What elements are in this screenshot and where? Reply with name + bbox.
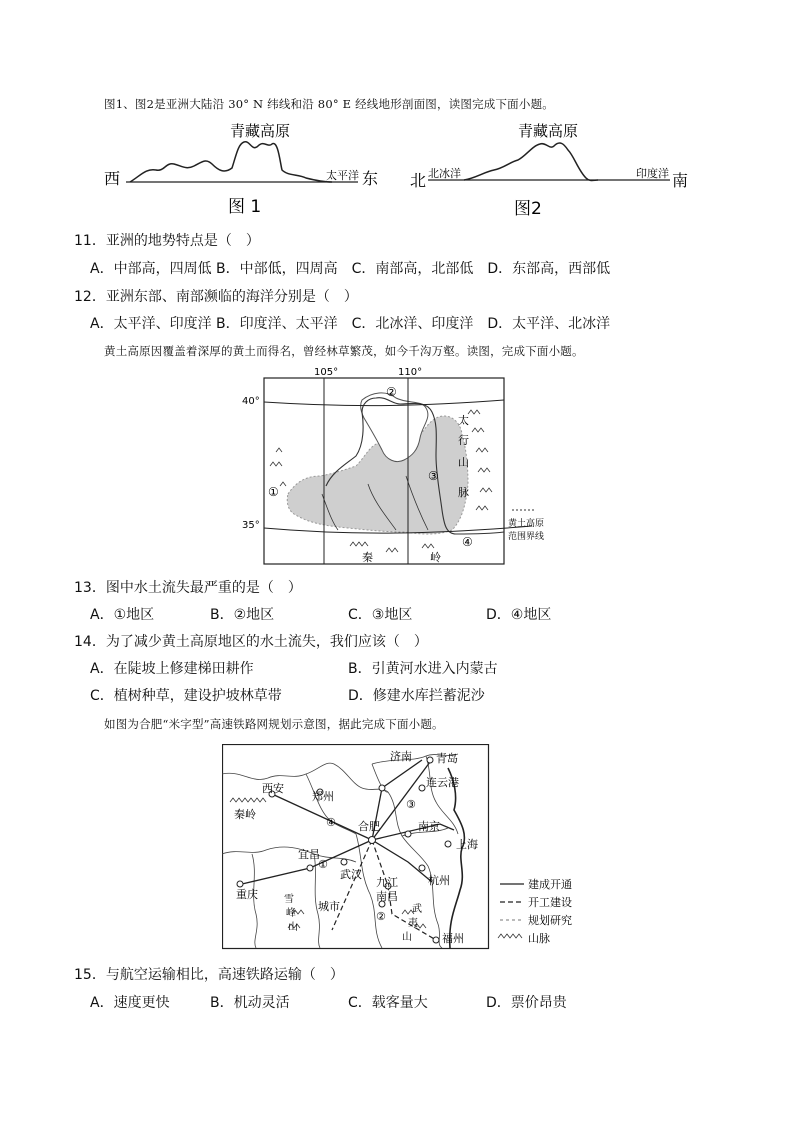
map1-region-3: ③: [428, 469, 439, 483]
question-15-option-b[interactable]: B．机动灵活: [210, 995, 290, 1011]
map2-city-label: 城市: [318, 900, 340, 913]
map2-city-yichang: 宜昌: [298, 848, 320, 861]
map1-lat35: 35°: [242, 520, 260, 531]
map2-city-shanghai: 上海: [456, 838, 478, 851]
question-13-option-d[interactable]: D．④地区: [486, 607, 552, 623]
map2-wuyi-3: 山: [402, 932, 412, 943]
question-15-option-d[interactable]: D．票价昂贵: [486, 995, 567, 1011]
legend-built: 建成开通: [528, 878, 572, 891]
map1-lon110: 110°: [398, 367, 423, 378]
map1-qinling-2: 岭: [430, 551, 441, 564]
map2-city-nanjing: 南京: [418, 820, 440, 833]
map2-num-1: ①: [318, 858, 328, 871]
fig2-north-label: 北: [410, 171, 427, 190]
map2-num-3: ③: [406, 798, 416, 811]
question-13-stem: 13．图中水土流失最严重的是（ ）: [74, 580, 302, 596]
profile-figure-1: [100, 116, 390, 220]
map2-city-fuzhou: 福州: [442, 932, 464, 945]
question-11-options[interactable]: A．中部高，四周低 B．中部低，四周高 C．南部高，北部低 D．东部高，西部低: [90, 261, 611, 277]
fig1-ocean-label: 太平洋: [326, 169, 359, 182]
question-15-option-c[interactable]: C．载客量大: [348, 995, 428, 1011]
legend-mountain: 山脉: [528, 932, 550, 945]
map2-city-hefei: 合肥: [358, 820, 380, 833]
fig2-ocean-s-label: 印度洋: [636, 167, 669, 180]
map2-xuefeng-3: 山: [288, 922, 298, 933]
map1-legend-1: 黄土高原: [508, 519, 545, 529]
fig2-ocean-n-label: 北冰洋: [428, 167, 461, 180]
question-14-stem: 14．为了减少黄土高原地区的水土流失，我们应该（ ）: [74, 634, 428, 650]
map2-wuyi-2: 夷: [408, 918, 418, 929]
map1-taihang-2: 行: [458, 434, 469, 447]
map2-city-wuhan: 武汉: [340, 868, 362, 881]
map2-xuefeng-2: 峰: [286, 908, 296, 919]
fig2-caption: 图2: [514, 199, 542, 219]
question-12-options[interactable]: A．太平洋、印度洋 B．印度洋、太平洋 C．北冰洋、印度洋 D．太平洋、北冰洋: [90, 316, 611, 332]
map1-legend-2: 范围界线: [508, 532, 545, 542]
map1-taihang-1: 太: [458, 414, 469, 427]
map2-city-jinan: 济南: [390, 750, 412, 763]
intro-text-2: 黄土高原因覆盖着深厚的黄土而得名，曾经林草繁茂，如今千沟万壑。读图，完成下面小题。: [104, 344, 584, 358]
fig1-peak-label: 青藏高原: [230, 122, 291, 140]
intro-text-3: 如图为合肥“米字型”高速铁路网规划示意图，据此完成下面小题。: [104, 717, 444, 731]
map1-taihang-3: 山: [458, 456, 469, 469]
question-11-stem: 11．亚洲的地势特点是（ ）: [74, 233, 260, 249]
map1-region-1: ①: [268, 485, 279, 499]
map2-city-jiujiang: 九江: [376, 876, 398, 889]
question-15-stem: 15．与航空运输相比，高速铁路运输（ ）: [74, 967, 344, 983]
rail-network-map: [222, 744, 592, 952]
question-14-option-a[interactable]: A．在陡坡上修建梯田耕作: [90, 661, 254, 677]
fig2-south-label: 南: [672, 171, 689, 190]
map2-num-4: ④: [326, 816, 336, 829]
map2-city-xian: 西安: [262, 782, 284, 795]
map2-city-chongqing: 重庆: [236, 888, 258, 901]
map1-qinling-1: 秦: [362, 551, 373, 564]
legend-construction: 开工建设: [528, 896, 572, 909]
map2-city-qingdao: 青岛: [436, 752, 458, 765]
map1-region-4: ④: [462, 535, 473, 549]
map2-mountain-qinling: 秦岭: [234, 808, 256, 821]
question-13-option-a[interactable]: A．①地区: [90, 607, 155, 623]
map2-city-zhengzhou: 郑州: [312, 790, 334, 803]
map2-num-2: ②: [376, 910, 386, 923]
question-13-option-c[interactable]: C．③地区: [348, 607, 413, 623]
question-15-option-a[interactable]: A．速度更快: [90, 995, 170, 1011]
map2-wuyi-1: 武: [412, 904, 422, 915]
map2-city-nanchang: 南昌: [376, 890, 398, 903]
map1-lat40: 40°: [242, 396, 260, 407]
question-12-stem: 12．亚洲东部、南部濒临的海洋分别是（ ）: [74, 289, 358, 305]
question-13-option-b[interactable]: B．②地区: [210, 607, 275, 623]
map2-city-lianyungang: 连云港: [426, 776, 459, 789]
fig2-peak-label: 青藏高原: [518, 122, 579, 140]
question-14-option-c[interactable]: C．植树种草，建设护坡林草带: [90, 688, 282, 704]
fig1-east-label: 东: [362, 169, 379, 188]
intro-text-1: 图1、图2是亚洲大陆沿 30° N 纬线和沿 80° E 经线地形剖面图，读图完成下面小题。: [104, 97, 554, 111]
profile-figure-2: [406, 116, 696, 220]
map2-city-hangzhou: 杭州: [428, 874, 450, 887]
map1-lon105: 105°: [314, 367, 339, 378]
question-14-option-b[interactable]: B．引黄河水进入内蒙古: [348, 661, 498, 677]
question-14-option-d[interactable]: D．修建水库拦蓄泥沙: [348, 688, 485, 704]
fig1-caption: 图 1: [228, 197, 262, 217]
fig1-west-label: 西: [104, 169, 121, 188]
map2-xuefeng-1: 雪: [284, 894, 294, 905]
map1-region-2: ②: [386, 385, 397, 399]
legend-planned: 规划研究: [528, 914, 572, 927]
map1-taihang-4: 脉: [458, 486, 469, 499]
loess-plateau-map: [236, 364, 596, 570]
